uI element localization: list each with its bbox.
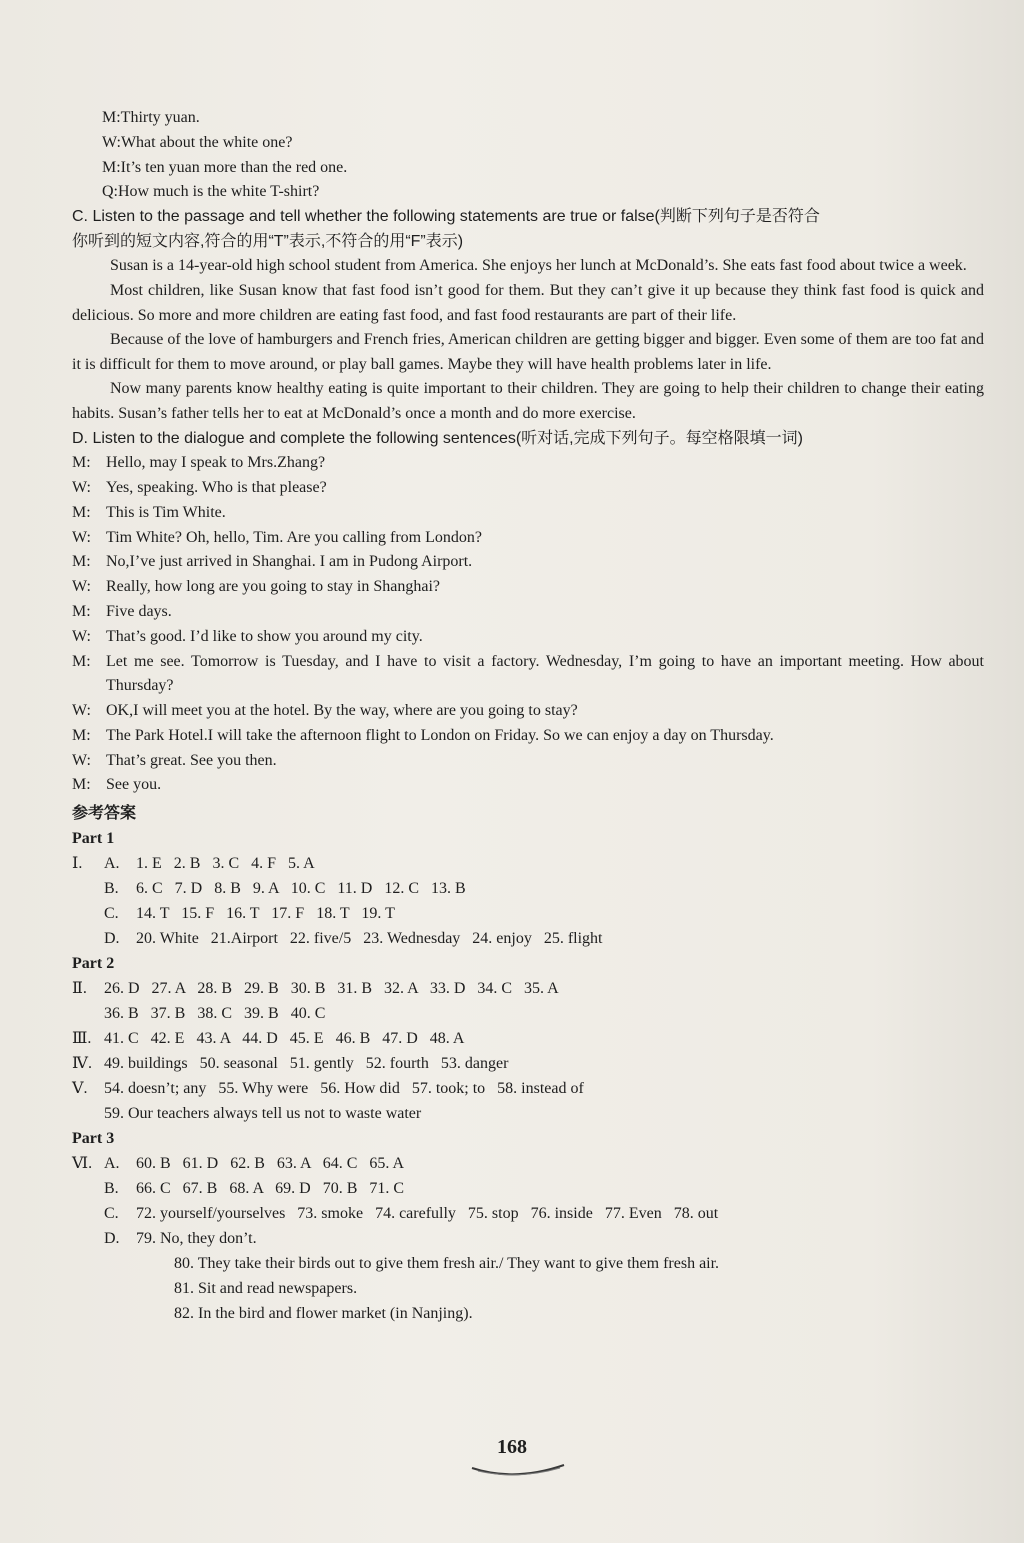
sub-label: B. bbox=[104, 880, 119, 898]
speaker: M: bbox=[102, 109, 121, 126]
dialogue-line bbox=[72, 600, 984, 625]
sub-label: D. bbox=[104, 1230, 120, 1248]
roman-numeral: Ⅱ. bbox=[72, 980, 87, 998]
swoosh-ornament-icon bbox=[470, 1462, 566, 1482]
answer-row bbox=[72, 1026, 984, 1051]
passage-paragraph: Now many parents know healthy eating is quite important to their children. They are going to help their children to change their eating habits. Susan’s father tells her to eat at McDonald’s once a month and do more exercise. bbox=[72, 380, 984, 422]
part-1-label: Part 1 bbox=[72, 830, 115, 848]
sub-label: B. bbox=[104, 1180, 119, 1198]
dialogue-text: The Park Hotel.I will take the afternoon flight to London on Friday. So we can enjoy a day on Thursday. bbox=[106, 726, 774, 744]
answer-row bbox=[72, 1151, 984, 1176]
answer-text: 59. Our teachers always tell us not to waste water bbox=[104, 1105, 422, 1123]
dialogue-text: No,I’ve just arrived in Shanghai. I am in Pudong Airport. bbox=[106, 553, 473, 571]
answer-text: 14. T 15. F 16. T 17. F 18. T 19. T bbox=[136, 905, 395, 923]
answer-row: 80. They take their birds out to give them fresh air./ They want to give them fresh air. bbox=[174, 1255, 720, 1273]
sub-label: C. bbox=[104, 905, 119, 923]
speaker: W: bbox=[72, 627, 91, 645]
speaker: M: bbox=[72, 776, 91, 794]
top-dialogue bbox=[72, 106, 984, 205]
answer-row bbox=[72, 1201, 984, 1226]
part-2-label: Part 2 bbox=[72, 955, 115, 973]
answer-row bbox=[72, 926, 984, 951]
dialogue-line bbox=[72, 650, 984, 700]
speaker: M: bbox=[72, 602, 91, 620]
section-d-heading: D. Listen to the dialogue and complete the following sentences(听对话,完成下列句子。每空格限填一词) bbox=[72, 429, 803, 447]
answer-row bbox=[72, 976, 984, 1001]
dialogue-text: OK,I will meet you at the hotel. By the way, where are you going to stay? bbox=[106, 702, 578, 720]
dialogue-text: This is Tim White. bbox=[106, 503, 226, 521]
passage-paragraph: Susan is a 14-year-old high school student from America. She enjoys her lunch at McDonald’s. She eats fast food about twice a week. bbox=[110, 257, 967, 275]
answer-text: 54. doesn’t; any 55. Why were 56. How did 57. took; to 58. instead of bbox=[104, 1080, 584, 1098]
roman-numeral: Ⅴ. bbox=[72, 1080, 88, 1098]
section-c-heading: C. Listen to the passage and tell whether the following statements are true or false(判断下列句子是否符合 bbox=[72, 208, 820, 226]
speaker: W: bbox=[72, 578, 91, 596]
speaker: M: bbox=[102, 158, 121, 176]
dialogue-text: Thirty yuan. bbox=[120, 109, 200, 126]
dialogue-text: See you. bbox=[106, 776, 162, 794]
answer-row: 81. Sit and read newspapers. bbox=[174, 1280, 358, 1298]
answer-row bbox=[72, 876, 984, 901]
dialogue-line bbox=[72, 625, 984, 650]
dialogue-text: Tim White? Oh, hello, Tim. Are you calling from London? bbox=[106, 528, 482, 546]
answer-text: 1. E 2. B 3. C 4. F 5. A bbox=[136, 855, 315, 873]
dialogue-text: Really, how long are you going to stay in Shanghai? bbox=[106, 578, 441, 596]
dialogue-text: Five days. bbox=[106, 602, 172, 620]
answer-row bbox=[72, 1076, 984, 1101]
answer-row: 82. In the bird and flower market (in Nanjing). bbox=[174, 1305, 473, 1323]
dialogue-line bbox=[72, 550, 984, 575]
dialogue-text: That’s great. See you then. bbox=[106, 751, 277, 769]
speaker: M: bbox=[72, 726, 91, 744]
dialogue-line bbox=[72, 749, 984, 774]
speaker: M: bbox=[72, 503, 91, 521]
dialogue-text: That’s good. I’d like to show you around my city. bbox=[106, 627, 423, 645]
roman-numeral: Ⅳ. bbox=[72, 1055, 92, 1073]
speaker: W: bbox=[72, 528, 91, 546]
dialogue-line bbox=[72, 451, 984, 476]
roman-numeral: Ⅲ. bbox=[72, 1030, 92, 1048]
dialogue-line bbox=[72, 699, 984, 724]
roman-numeral: Ⅰ. bbox=[72, 855, 83, 873]
answer-text: 20. White 21.Airport 22. five/5 23. Wednesday 24. enjoy 25. flight bbox=[136, 930, 603, 948]
answer-row bbox=[72, 1176, 984, 1201]
answer-row bbox=[72, 1001, 984, 1026]
content bbox=[72, 106, 984, 1326]
answer-text: 60. B 61. D 62. B 63. A 64. C 65. A bbox=[136, 1155, 405, 1173]
dialogue-line bbox=[72, 526, 984, 551]
page-number: 168 bbox=[497, 1436, 527, 1458]
speaker: W: bbox=[72, 478, 91, 496]
answer-text: 26. D 27. A 28. B 29. B 30. B 31. B 32. A 33. D 34. C 35. A bbox=[104, 980, 559, 998]
answer-text: 66. C 67. B 68. A 69. D 70. B 71. C bbox=[136, 1180, 405, 1198]
answer-text: 6. C 7. D 8. B 9. A 10. C 11. D 12. C 13. B bbox=[136, 880, 466, 898]
dialogue-text: Yes, speaking. Who is that please? bbox=[106, 478, 327, 496]
dialogue-line bbox=[72, 724, 984, 749]
speaker: Q: bbox=[102, 183, 118, 201]
answer-text: 72. yourself/yourselves 73. smoke 74. carefully 75. stop 76. inside 77. Even 78. out bbox=[136, 1205, 719, 1223]
dialogue-text: Hello, may I speak to Mrs.Zhang? bbox=[106, 454, 326, 472]
answer-text: 41. C 42. E 43. A 44. D 45. E 46. B 47. D 48. A bbox=[104, 1030, 465, 1048]
dialogue-text: Let me see. Tomorrow is Tuesday, and I have to visit a factory. Wednesday, I’m going to have an important meeting. How about Thursday? bbox=[106, 652, 984, 695]
roman-numeral: Ⅵ. bbox=[72, 1155, 93, 1173]
dialogue-line bbox=[72, 476, 984, 501]
speaker: W: bbox=[72, 751, 91, 769]
speaker: W: bbox=[102, 133, 121, 151]
answer-row bbox=[72, 1101, 984, 1126]
dialogue-text: It’s ten yuan more than the red one. bbox=[120, 158, 348, 176]
answer-row bbox=[72, 901, 984, 926]
sub-label: A. bbox=[104, 1155, 120, 1173]
dialogue-line bbox=[72, 773, 984, 798]
answer-row bbox=[72, 1226, 984, 1251]
answer-row bbox=[72, 1051, 984, 1076]
dialogue-line bbox=[72, 575, 984, 600]
answer-text: 36. B 37. B 38. C 39. B 40. C bbox=[104, 1005, 326, 1023]
section-d bbox=[72, 427, 984, 799]
answer-key bbox=[72, 800, 984, 1326]
answer-text: 49. buildings 50. seasonal 51. gently 52. fourth 53. danger bbox=[104, 1055, 509, 1073]
speaker: M: bbox=[72, 652, 91, 670]
speaker: M: bbox=[72, 553, 91, 571]
section-c bbox=[72, 205, 984, 426]
sub-label: D. bbox=[104, 930, 120, 948]
speaker: M: bbox=[72, 454, 91, 472]
dialogue-text: How much is the white T-shirt? bbox=[118, 183, 320, 201]
passage-paragraph: Because of the love of hamburgers and French fries, American children are getting bigger and bigger. Even some of them are too fat and it is difficult for them to move around, or play ball games. Maybe they will have health problems later in life. bbox=[72, 331, 984, 373]
answer-row bbox=[72, 851, 984, 876]
section-c-heading-cont: 你听到的短文内容,符合的用“T”表示,不符合的用“F”表示) bbox=[72, 232, 464, 250]
answer-text: 79. No, they don’t. bbox=[136, 1230, 257, 1248]
answer-key-title: 参考答案 bbox=[72, 803, 137, 823]
dialogue-line bbox=[72, 106, 984, 131]
sub-label: A. bbox=[104, 855, 120, 873]
part-3-label: Part 3 bbox=[72, 1130, 115, 1148]
dialogue-text: What about the white one? bbox=[120, 133, 293, 151]
dialogue-line bbox=[72, 501, 984, 526]
dialogue-line bbox=[72, 131, 984, 156]
sub-label: C. bbox=[104, 1205, 119, 1223]
dialogue-line bbox=[72, 156, 984, 181]
passage-paragraph: Most children, like Susan know that fast food isn’t good for them. But they can’t give it up because they think fast food is quick and delicious. So more and more children are eating fast food, and fast food restaurants are part of their life. bbox=[72, 281, 984, 324]
speaker: W: bbox=[72, 702, 91, 720]
dialogue-line bbox=[72, 180, 984, 205]
